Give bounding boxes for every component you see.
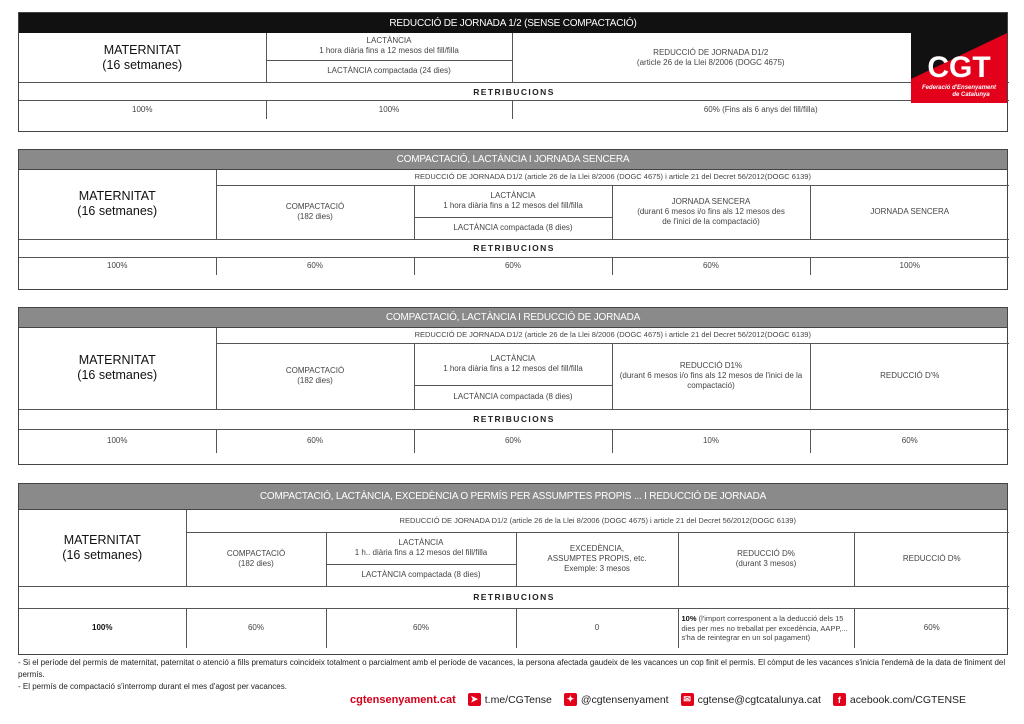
twitter-icon: ✦ bbox=[564, 693, 577, 706]
jornada-sencera-cell bbox=[612, 185, 810, 239]
telegram-text: t.me/CGTense bbox=[484, 693, 552, 706]
retribucions-label: RETRIBUCIONS bbox=[19, 586, 1009, 608]
reduccio-cell bbox=[512, 33, 909, 82]
table-4-title: COMPACTACIÓ, LACTÀNCIA, EXCEDÈNCIA O PERMÍS PER ASSUMPTES PROPIS ... I REDUCCIÓ DE JORNADA bbox=[19, 484, 1007, 510]
lactancia-desc: 1 hora diària fins a 12 mesos del fill/filla bbox=[443, 201, 583, 210]
cgt-logo bbox=[911, 33, 1007, 103]
retribucio-3: 60% bbox=[326, 608, 516, 648]
excedencia-desc-2: Exemple: 3 mesos bbox=[564, 564, 630, 573]
lactancia-compactada: LACTÀNCIA compactada (8 dies) bbox=[414, 385, 612, 409]
lactancia-desc: 1 h.. diària fins a 12 mesos del fill/filla bbox=[354, 548, 488, 557]
lactancia-cell bbox=[326, 532, 516, 564]
retribucions-label: RETRIBUCIONS bbox=[19, 83, 1009, 101]
lactancia-title: LACTÀNCIA bbox=[398, 538, 444, 547]
maternitat-duration: (16 setmanes) bbox=[77, 368, 158, 383]
lactancia-cell bbox=[414, 185, 612, 217]
lactancia-desc: 1 hora diària fins a 12 mesos del fill/filla bbox=[443, 364, 583, 373]
mail-icon: ✉ bbox=[681, 693, 694, 706]
retribucions-label: RETRIBUCIONS bbox=[19, 239, 1009, 257]
table-4-grid bbox=[19, 510, 1009, 648]
excedencia-desc-1: ASSUMPTES PROPIS, etc. bbox=[547, 554, 647, 563]
retribucio-5-desc: (l'import corresponent a la deducció dels 15 dies per mes no treballat per excedència, AAPP,... s'ha de reintegrar en un sol pagament) bbox=[681, 614, 848, 642]
jornada-sencera-title: JORNADA SENCERA bbox=[671, 197, 751, 206]
retribucio-5: 60% bbox=[810, 429, 1009, 453]
facebook-link[interactable] bbox=[833, 693, 966, 706]
maternitat-duration: (16 setmanes) bbox=[62, 547, 143, 562]
logo-sub1: Federació d'Ensenyament bbox=[921, 85, 997, 91]
logo-sub2: de Catalunya bbox=[952, 92, 990, 98]
email-text: cgtense@cgtcatalunya.cat bbox=[697, 693, 821, 706]
reduccio-desc-1: (durant 6 mesos i/o fins als 12 mesos de l'inici de la bbox=[619, 371, 803, 380]
retribucions-label: RETRIBUCIONS bbox=[19, 409, 1009, 429]
footnote-1: - Si el període del permís de maternitat, paternitat o atenció a fills prematurs coincideix totalment o parcialment amb el període de vacances, la persona afectada gaudeix de les vacances un cop finit el permís. El còmput de les vacances s'inicia l'endemà de la data de finiment del permís. bbox=[18, 658, 1006, 679]
lactancia-title: LACTÀNCIA bbox=[366, 36, 412, 46]
jornada-sencera-desc-2: de l'inici de la compactació) bbox=[662, 217, 760, 226]
reduccio-title: REDUCCIÓ D% bbox=[737, 549, 795, 558]
reduccio-2: REDUCCIÓ D'% bbox=[810, 343, 1009, 409]
reduccio-legal-reference: REDUCCIÓ DE JORNADA D1/2 (article 26 de la Llei 8/2006 (DOGC 4675) i article 21 del Decret 56/2012(DOGC 6139) bbox=[216, 170, 1009, 185]
retribucio-1: 100% bbox=[19, 608, 186, 648]
table-1-title: REDUCCIÓ DE JORNADA 1/2 (SENSE COMPACTACIÓ) bbox=[19, 13, 1007, 33]
retribucio-4: 60% bbox=[612, 257, 810, 275]
compactacio-title: COMPACTACIÓ bbox=[226, 549, 286, 558]
cgt-logo-icon bbox=[911, 33, 1007, 103]
maternitat-label: MATERNITAT bbox=[103, 42, 181, 57]
compactacio-cell bbox=[186, 532, 326, 586]
maternitat-cell bbox=[19, 33, 266, 82]
lactancia-title: LACTÀNCIA bbox=[490, 354, 536, 363]
maternitat-duration: (16 setmanes) bbox=[102, 57, 183, 72]
table-excedencia-reduccio bbox=[18, 483, 1008, 655]
maternitat-label: MATERNITAT bbox=[63, 532, 141, 547]
table-1-retribucions bbox=[19, 82, 1009, 119]
facebook-text: acebook.com/CGTENSE bbox=[849, 693, 967, 706]
table-compactacio-reduccio bbox=[18, 307, 1008, 465]
facebook-icon: f bbox=[833, 693, 846, 706]
retribucio-2: 60% bbox=[216, 429, 414, 453]
retribucio-3: 60% bbox=[414, 429, 612, 453]
table-3-grid bbox=[19, 328, 1009, 453]
compactacio-title: COMPACTACIÓ bbox=[285, 202, 345, 211]
table-compactacio-jornada-sencera bbox=[18, 149, 1008, 290]
jornada-sencera-desc-1: (durant 6 mesos i/o fins als 12 mesos des bbox=[637, 207, 785, 216]
lactancia-compactada: LACTÀNCIA compactada (8 dies) bbox=[326, 564, 516, 586]
retribucio-6: 60% bbox=[854, 608, 1009, 648]
compactacio-desc: (182 dies) bbox=[297, 376, 333, 385]
table-1-grid bbox=[19, 33, 909, 82]
retribucio-3: 60% bbox=[414, 257, 612, 275]
reduccio-title: REDUCCIÓ D1% bbox=[679, 361, 743, 370]
retribucio-4: 0 bbox=[516, 608, 678, 648]
maternitat-label: MATERNITAT bbox=[78, 353, 156, 368]
reduccio-cell bbox=[678, 532, 854, 586]
twitter-link[interactable] bbox=[564, 693, 669, 706]
lactancia-compactada: LACTÀNCIA compactada (24 dies) bbox=[266, 60, 512, 82]
retribucio-1: 100% bbox=[19, 257, 216, 275]
table-3-title: COMPACTACIÓ, LACTÀNCIA I REDUCCIÓ DE JORNADA bbox=[19, 308, 1007, 328]
retribucio-2: 60% bbox=[186, 608, 326, 648]
retribucio-5-note bbox=[678, 608, 854, 648]
reduccio-desc-2: compactació) bbox=[687, 381, 735, 390]
lactancia-cell bbox=[266, 33, 512, 60]
table-2-title: COMPACTACIÓ, LACTÀNCIA I JORNADA SENCERA bbox=[19, 150, 1007, 170]
email-link[interactable] bbox=[681, 693, 821, 706]
compactacio-desc: (182 dies) bbox=[297, 212, 333, 221]
maternitat-cell bbox=[19, 328, 216, 409]
compactacio-desc: (182 dies) bbox=[238, 559, 274, 568]
retribucio-5-value: 10% bbox=[681, 614, 697, 623]
twitter-text: @cgtensenyament bbox=[580, 693, 669, 706]
footnotes bbox=[18, 657, 1008, 693]
retribucio-5: 100% bbox=[810, 257, 1009, 275]
maternitat-cell bbox=[19, 510, 186, 586]
retribucio-1: 100% bbox=[19, 429, 216, 453]
reduccio-desc: (durant 3 mesos) bbox=[735, 559, 797, 568]
compactacio-title: COMPACTACIÓ bbox=[285, 366, 345, 375]
reduccio-legal-reference: REDUCCIÓ DE JORNADA D1/2 (article 26 de la Llei 8/2006 (DOGC 4675) i article 21 del Decret 56/2012(DOGC 6139) bbox=[216, 328, 1009, 343]
telegram-link[interactable] bbox=[468, 693, 552, 706]
lactancia-desc: 1 hora diària fins a 12 mesos del fill/filla bbox=[319, 46, 459, 56]
table-reduccio-sense-compactacio bbox=[18, 12, 1008, 132]
logo-text: CGT bbox=[927, 51, 991, 84]
telegram-icon: ➤ bbox=[468, 693, 481, 706]
lactancia-cell bbox=[414, 343, 612, 385]
lactancia-title: LACTÀNCIA bbox=[490, 191, 536, 200]
compactacio-cell bbox=[216, 343, 414, 409]
maternitat-label: MATERNITAT bbox=[78, 189, 156, 204]
footnote-2: - El permís de compactació s'interromp durant el mes d'agost per vacances. bbox=[18, 682, 287, 691]
maternitat-duration: (16 setmanes) bbox=[77, 204, 158, 219]
jornada-sencera-2: JORNADA SENCERA bbox=[810, 185, 1009, 239]
maternitat-cell bbox=[19, 170, 216, 239]
compactacio-cell bbox=[216, 185, 414, 239]
reduccio-cell bbox=[612, 343, 810, 409]
table-2-grid bbox=[19, 170, 1009, 275]
website-link[interactable]: cgtensenyament.cat bbox=[350, 693, 456, 706]
reduccio-legal-reference: REDUCCIÓ DE JORNADA D1/2 (article 26 de la Llei 8/2006 (DOGC 4675) i article 21 del Decret 56/2012(DOGC 6139) bbox=[186, 510, 1009, 532]
reduccio-desc: (article 26 de la Llei 8/2006 (DOGC 4675) bbox=[636, 57, 785, 67]
excedencia-title: EXCEDÈNCIA, bbox=[569, 544, 625, 553]
retribucio-4: 10% bbox=[612, 429, 810, 453]
retribucio-maternitat: 100% bbox=[19, 101, 266, 119]
retribucio-reduccio: 60% (Fins als 6 anys del fill/filla) bbox=[512, 101, 1009, 119]
lactancia-compactada: LACTÀNCIA compactada (8 dies) bbox=[414, 217, 612, 239]
reduccio-title: REDUCCIÓ DE JORNADA D1/2 bbox=[653, 47, 769, 57]
footer-links bbox=[350, 693, 966, 706]
reduccio-2: REDUCCIÓ D% bbox=[854, 532, 1009, 586]
retribucio-lactancia: 100% bbox=[266, 101, 512, 119]
excedencia-cell bbox=[516, 532, 678, 586]
retribucio-2: 60% bbox=[216, 257, 414, 275]
